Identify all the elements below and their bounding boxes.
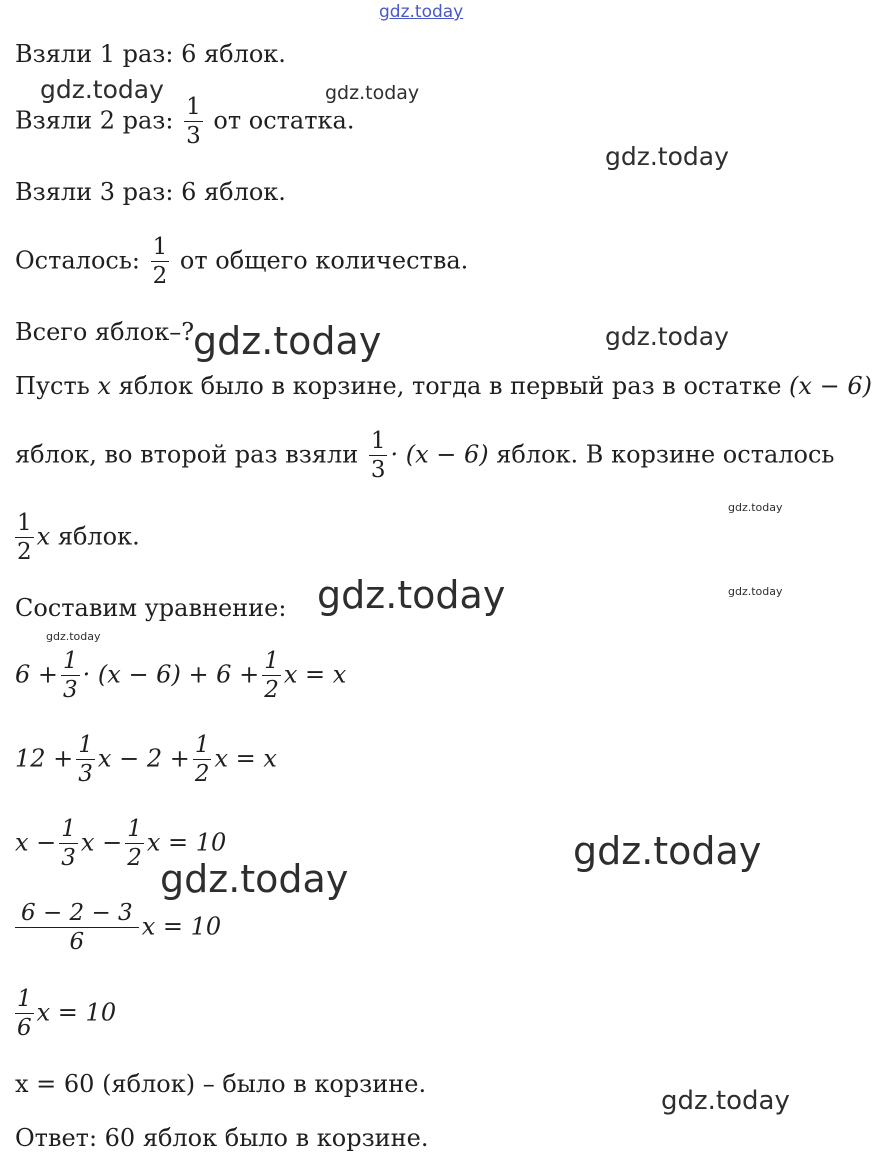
watermark: gdz.today (160, 857, 349, 901)
fraction-combined: $\frac{6 - 2 - 3}{6}$ (15, 902, 139, 954)
line-let-x: Пусть x яблок было в корзине, тогда в первый раз в остатке (x − 6) (15, 372, 872, 400)
take-2-tail: от остатка. (213, 106, 355, 135)
equation-3: x − $\frac{1}{3}$ x − $\frac{1}{2}$ x = 10 (15, 816, 227, 871)
line-half-x: $\frac{1}{2}$ x яблок. (17, 510, 140, 565)
equation-4: $\frac{6 - 2 - 3}{6}$ x = 10 (15, 902, 221, 954)
fraction-one-half: $\frac{1}{2}$ (194, 732, 210, 787)
take-2-label: Взяли 2 раз: (15, 106, 174, 135)
watermark: gdz.today (325, 82, 420, 104)
watermark: gdz.today (605, 322, 729, 351)
equation-2: 12 + $\frac{1}{3}$ x − 2 + $\frac{1}{2}$ x = x (15, 732, 277, 787)
equation-5: $\frac{1}{6}$ x = 10 (17, 986, 117, 1041)
fraction-one-half: $\frac{1}{2}$ (127, 816, 142, 871)
line-take-1: Взяли 1 раз: 6 яблок. (15, 40, 286, 68)
line-take-2 (15, 96, 354, 148)
fraction-one-half: $\frac{1}{2}$ (264, 648, 279, 703)
fraction-one-third: $\frac{1}{3}$ (61, 816, 76, 871)
watermark: gdz.today (605, 142, 729, 171)
line-remaining (15, 236, 468, 288)
line-answer: Ответ: 60 яблок было в корзине. (15, 1124, 429, 1152)
watermark: gdz.today (193, 319, 382, 363)
equation-1: 6 + $\frac{1}{3}$ · (x − 6) + 6 + $\frac{1}{2}$ x = x (15, 648, 347, 703)
fraction-one-half: $\frac{1}{2}$ (17, 510, 32, 565)
line-second-take: яблок, во второй раз взяли $\frac{1}{3}$ · (x − 6) яблок. В корзине осталось (15, 428, 835, 483)
line-equation-intro: Составим уравнение: (15, 594, 287, 622)
watermark: gdz.today (40, 75, 164, 104)
watermark: gdz.today (317, 573, 506, 617)
fraction-one-third: $\frac{1}{3}$ (186, 94, 201, 149)
watermark: gdz.today (728, 501, 783, 514)
watermark: gdz.today (46, 630, 101, 643)
remaining-label: Осталось: (15, 246, 140, 275)
fraction-one-sixth: $\frac{1}{6}$ (17, 986, 32, 1041)
line-solution: x = 60 (яблок) – было в корзине. (15, 1070, 427, 1098)
line-take-3: Взяли 3 раз: 6 яблок. (15, 178, 286, 206)
remaining-tail: от общего количества. (179, 246, 469, 275)
fraction-one-third: $\frac{1}{3}$ (370, 428, 386, 483)
fraction-one-third: $\frac{1}{3}$ (78, 732, 93, 787)
watermark-top: gdz.today (379, 2, 464, 22)
watermark: gdz.today (728, 585, 783, 598)
fraction-one-half: $\frac{1}{2}$ (152, 234, 168, 289)
fraction-one-third: $\frac{1}{3}$ (63, 648, 78, 703)
line-question: Всего яблок–? (15, 318, 195, 346)
watermark: gdz.today (661, 1086, 790, 1116)
watermark: gdz.today (573, 829, 762, 873)
